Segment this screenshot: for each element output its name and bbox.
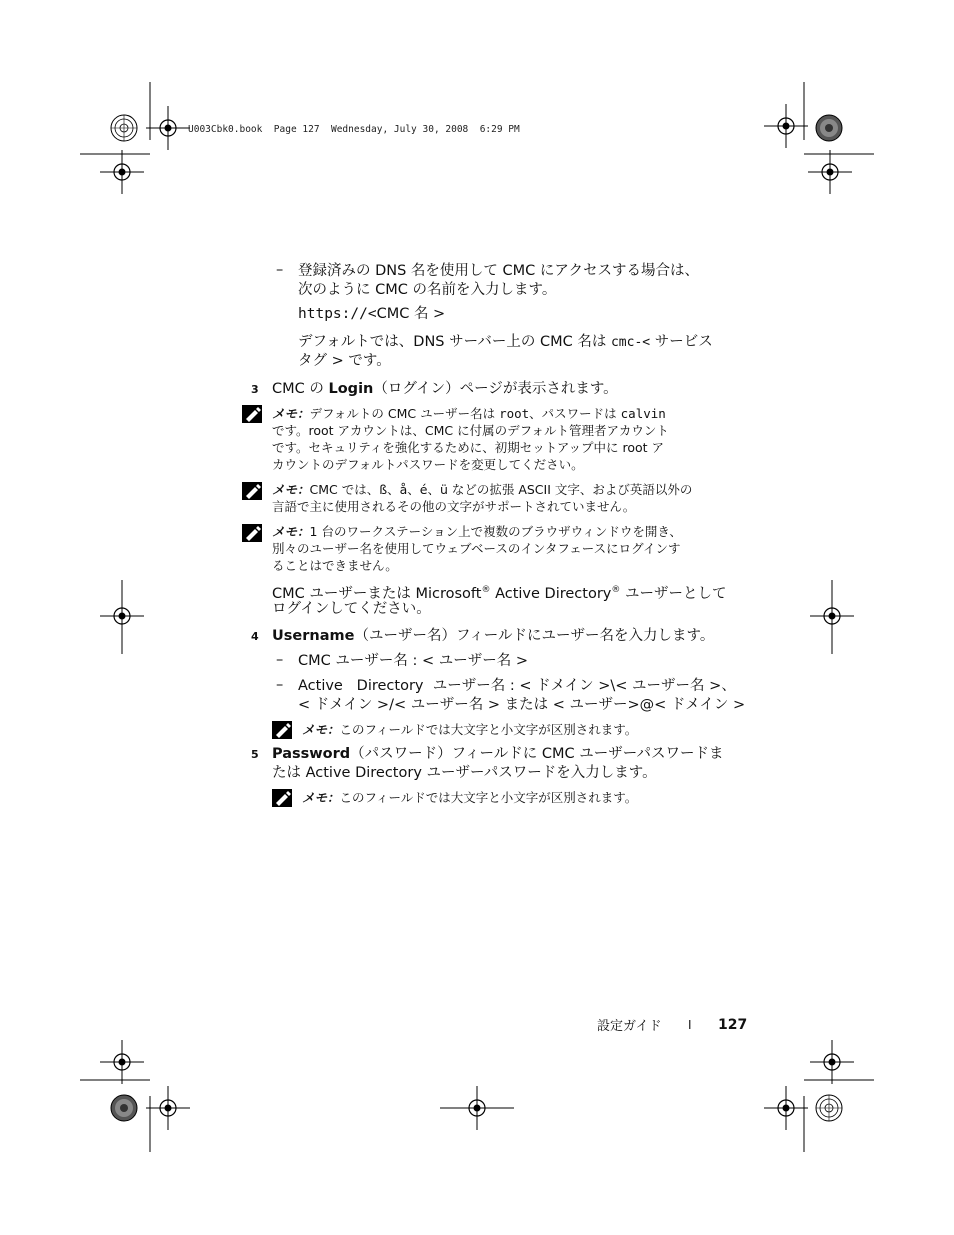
note-pencil-icon <box>272 721 292 739</box>
note2-line-2: 言語で主に使用されるその他の文字がサポートされていません。 <box>272 499 636 514</box>
starburst-mark <box>111 1095 137 1121</box>
memo-label: メモ： <box>302 722 340 737</box>
note1-line-1 <box>272 405 666 422</box>
registered-mark: ® <box>481 585 491 595</box>
step-number: 3 <box>251 383 259 396</box>
step5-line-2: たは Active Directory ユーザーパスワードを入力します。 <box>272 765 657 781</box>
starburst-mark <box>816 1095 842 1121</box>
list-dash: – <box>276 652 284 668</box>
memo-label: メモ： <box>302 790 340 805</box>
note1-text: デフォルトの CMC ユーザー名は <box>309 406 500 421</box>
note3-line-2: 別々のユーザー名を使用してウェブベースのインタフェースにログインす <box>272 541 681 556</box>
step5-line-1 <box>272 745 723 764</box>
registration-mark <box>100 150 144 194</box>
step4-note <box>302 721 637 738</box>
note1-text-b: 、パスワードは <box>529 406 621 421</box>
note-pencil-icon <box>272 789 292 807</box>
dns-desc-mono: cmc-< <box>610 335 651 350</box>
url-text: CMC 名 > <box>376 306 446 322</box>
step4-sub-2-line-2: < ドメイン >/< ユーザー名 > または < ユーザー>@< ドメイン > <box>298 697 746 713</box>
step5-bold: Password <box>272 746 351 762</box>
note1-line-3: です。セキュリティを強化するために、初期セットアップ中に root ア <box>272 440 665 455</box>
step4-text <box>272 627 714 646</box>
list-dash: – <box>276 262 284 278</box>
dns-line-2: 次のように CMC の名前を入力します。 <box>298 282 557 298</box>
step-number: 4 <box>251 630 259 643</box>
step5-post: （パスワード）フィールドに CMC ユーザーパスワードま <box>350 746 724 762</box>
memo-label: メモ： <box>272 482 310 497</box>
para-text-c: ユーザーとして <box>620 585 727 602</box>
para-text-a: CMC ユーザーまたは Microsoft <box>272 585 482 602</box>
step-number: 5 <box>251 748 259 761</box>
note3-line-1 <box>272 523 682 540</box>
note2-line-1 <box>272 481 692 498</box>
note-pencil-icon <box>242 405 262 423</box>
registered-mark: ® <box>611 585 621 595</box>
step4-note-text: このフィールドでは大文字と小文字が区別されます。 <box>339 722 638 737</box>
registration-mark <box>764 1086 808 1130</box>
note1-password: calvin <box>620 406 666 421</box>
starburst-mark <box>111 115 137 141</box>
step3-pre: CMC の <box>272 381 329 397</box>
list-dash: – <box>276 677 284 693</box>
registration-mark <box>808 150 852 194</box>
registration-mark <box>810 1040 854 1084</box>
url-format <box>298 305 445 324</box>
registration-mark <box>146 1086 190 1130</box>
footer-section-title: 設定ガイド <box>597 1019 662 1034</box>
step3-bold: Login <box>328 381 374 397</box>
step3-text <box>272 380 618 399</box>
note-pencil-icon <box>242 482 262 500</box>
note1-line-4: カウントのデフォルトパスワードを変更してください。 <box>272 457 584 472</box>
registration-mark <box>100 1040 144 1084</box>
memo-label: メモ： <box>272 524 310 539</box>
print-header: U003Cbk0.book Page 127 Wednesday, July 30, 2008 6:29 PM <box>188 124 520 135</box>
note1-line-2: です。root アカウントは、CMC に付属のデフォルト管理者アカウント <box>272 423 669 438</box>
note3-text: 1 台のワークステーション上で複数のブラウザウィンドウを開き、 <box>309 524 682 539</box>
memo-label: メモ： <box>272 406 310 421</box>
step4-sub-1: CMC ユーザー名 : < ユーザー名 > <box>298 653 528 669</box>
starburst-mark <box>816 115 842 141</box>
note2-text: CMC では、ß、å、é、ü などの拡張 ASCII 文字、および英語以外の <box>309 482 693 497</box>
step4-bold: Username <box>272 628 355 644</box>
step5-note-text: このフィールドでは大文字と小文字が区別されます。 <box>339 790 638 805</box>
dns-desc-1 <box>298 333 713 352</box>
dns-desc-text-b: サービス <box>650 334 713 350</box>
dns-desc-2: タグ > です。 <box>298 353 391 369</box>
note-pencil-icon <box>242 524 262 542</box>
step3-post: （ログイン）ページが表示されます。 <box>373 381 618 397</box>
url-mono: https://< <box>298 306 377 322</box>
page-number: 127 <box>718 1017 748 1033</box>
dns-line-1: 登録済みの DNS 名を使用して CMC にアクセスする場合は、 <box>298 263 699 279</box>
dns-desc-text: デフォルトでは、DNS サーバー上の CMC 名は <box>298 334 611 350</box>
registration-mark <box>146 106 190 150</box>
step4-post: （ユーザー名）フィールドにユーザー名を入力します。 <box>354 628 715 644</box>
step4-sub-2-line-1: Active Directory ユーザー名 : < ドメイン >\< ユーザー名 >、 <box>298 678 736 694</box>
note3-line-3: ることはできません。 <box>272 558 398 573</box>
footer-separator: I <box>688 1018 692 1032</box>
para-text-b: Active Directory <box>490 585 612 602</box>
login-para-line-2: ログインしてください。 <box>272 601 431 617</box>
registration-mark <box>764 104 808 148</box>
step5-note <box>302 789 637 806</box>
note1-username: root <box>499 406 530 421</box>
